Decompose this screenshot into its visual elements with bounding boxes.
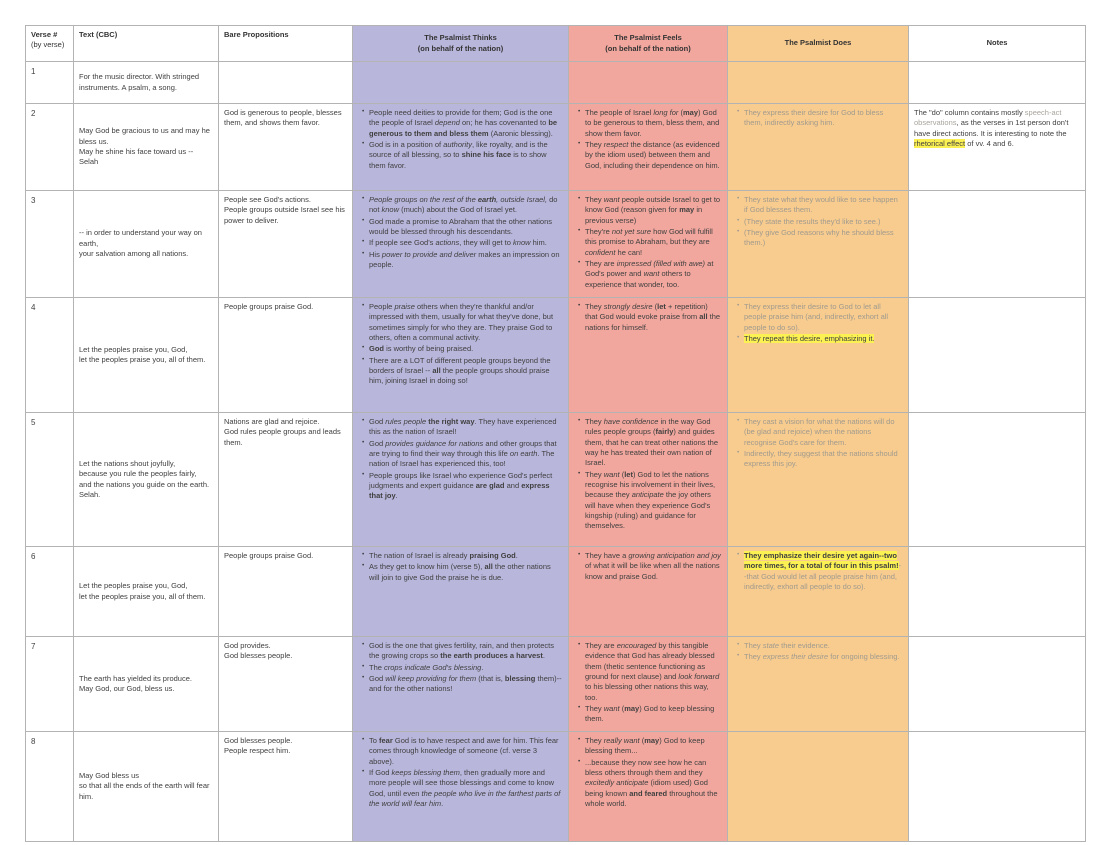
cell-notes-v7[interactable]	[909, 637, 1086, 732]
cell-verse-v4[interactable]: 4	[26, 298, 74, 413]
cell-text: May God bless us so that all the ends of the earth will fear him.	[79, 770, 210, 801]
bullet-list	[358, 195, 563, 270]
cell-text: May God be gracious to us and may he bless us. May he shine his face toward us -- Selah	[79, 126, 210, 167]
bullet-item: • They express their desire for God to bless them, indirectly asking him.	[744, 108, 903, 129]
cell-thinks-v4[interactable]	[353, 298, 569, 413]
bullet-item: • They want (let) God to let the nations recognise his involvement in their lives, because they anticipate the joy others will have when they experience God's kingship (ruling) and guidance for themselves.	[585, 470, 722, 532]
header-label: Text (CBC)	[79, 30, 118, 39]
col-header-verse[interactable]	[26, 26, 74, 62]
cell-text: The "do" column contains mostly speech-act observations, as the verses in 1st person don't have direct actions. It is interesting to note the rhetorical effect of vv. 4 and 6.	[914, 108, 1069, 149]
bullet-item: • God is the one that gives fertility, rain, and then protects the growing crops so the earth produces a harvest.	[369, 641, 563, 662]
cell-text-v3[interactable]	[74, 191, 219, 298]
cell-notes-v8[interactable]	[909, 732, 1086, 842]
cell-verse-v7[interactable]: 7	[26, 637, 74, 732]
cell-does-v6[interactable]	[728, 547, 909, 637]
bullet-list	[358, 302, 563, 387]
cell-does-v4[interactable]	[728, 298, 909, 413]
cell-text: Let the peoples praise you, God, let the peoples praise you, all of them.	[79, 344, 206, 364]
header-label: Notes	[986, 38, 1008, 48]
bullet-list	[574, 417, 722, 532]
psalm-analysis-table	[25, 25, 1086, 842]
bullet-list	[358, 417, 563, 502]
col-header-feels[interactable]	[569, 26, 728, 62]
cell-does-v5[interactable]	[728, 413, 909, 547]
cell-does-v1[interactable]	[728, 62, 909, 104]
cell-text: People groups praise God.	[224, 302, 314, 311]
header-label: Bare Propositions	[224, 30, 289, 39]
cell-verse-v2[interactable]: 2	[26, 104, 74, 191]
cell-notes-v4[interactable]	[909, 298, 1086, 413]
bullet-list	[574, 108, 722, 171]
cell-text: People see God's actions. People groups outside Israel see his power to deliver.	[224, 195, 345, 225]
bullet-item: • They really want (may) God to keep blessing them...	[585, 736, 722, 757]
cell-text-v1[interactable]	[74, 62, 219, 104]
bullet-item: • They are encouraged by this tangible evidence that God has already blessed them (thetic sentence functioning as ground for next clause) and look forward to his blessing other nations this way, too.	[585, 641, 722, 703]
bullet-list	[733, 641, 903, 663]
bullet-item: • They're not yet sure how God will fulfill this promise to Abraham, but they are confident he can!	[585, 227, 722, 258]
bullet-list	[733, 195, 903, 249]
cell-does-v3[interactable]	[728, 191, 909, 298]
cell-feels-v1[interactable]	[569, 62, 728, 104]
cell-notes-v5[interactable]	[909, 413, 1086, 547]
bullet-item: • People need deities to provide for them; God is the one the people of Israel depend on; he has covenanted to be generous to them and bless them (Aaronic blessing).	[369, 108, 563, 139]
cell-notes-v1[interactable]	[909, 62, 1086, 104]
cell-feels-v7[interactable]	[569, 637, 728, 732]
bullet-item: • As they get to know him (verse 5), all the other nations will join to give God the praise he is due.	[369, 562, 563, 583]
bullet-item: • The nation of Israel is already praising God.	[369, 551, 563, 561]
cell-text: Let the nations shout joyfully, because you rule the peoples fairly, and the nations you guide on the earth. Selah.	[79, 458, 210, 499]
header-sublabel: (by verse)	[31, 40, 65, 50]
cell-text-v4[interactable]	[74, 298, 219, 413]
cell-text: The earth has yielded its produce. May God, our God, bless us.	[79, 673, 192, 693]
col-header-props[interactable]	[219, 26, 353, 62]
cell-feels-v8[interactable]	[569, 732, 728, 842]
bullet-item: • They state their evidence.	[744, 641, 903, 651]
header-label: The Psalmist Thinks	[424, 33, 497, 43]
table-body	[26, 62, 1086, 842]
cell-thinks-v8[interactable]	[353, 732, 569, 842]
header-sublabel: (on behalf of the nation)	[417, 43, 504, 53]
col-header-text[interactable]	[74, 26, 219, 62]
bullet-list	[733, 417, 903, 470]
cell-does-v7[interactable]	[728, 637, 909, 732]
cell-text-v7[interactable]	[74, 637, 219, 732]
cell-props-v5[interactable]	[219, 413, 353, 547]
table-row-verse-7	[26, 637, 1086, 732]
bullet-item: • God is in a position of authority, like royalty, and is the source of all blessing, so to shine his face is to show them favor.	[369, 140, 563, 171]
col-header-notes[interactable]	[909, 26, 1086, 62]
cell-notes-v3[interactable]	[909, 191, 1086, 298]
table-row-verse-8	[26, 732, 1086, 842]
header-label: The Psalmist Feels	[614, 33, 682, 43]
table-header	[26, 26, 1086, 62]
header-label: Verse #	[31, 30, 58, 39]
bullet-item: • (They state the results they'd like to see.)	[744, 217, 903, 227]
bullet-item: • They cast a vision for what the nations will do (be glad and rejoice) when the nations recognise God's care for them.	[744, 417, 903, 448]
bullet-item: • They want people outside Israel to get to know God (reason given for may in previous verse)	[585, 195, 722, 226]
bullet-list	[733, 551, 903, 592]
bullet-item: • They respect the distance (as evidenced by the idiom used) between them and God, including their dependence on him.	[585, 140, 722, 171]
cell-text: For the music director. With stringed instruments. A psalm, a song.	[79, 72, 200, 92]
bullet-item: • People groups on the rest of the earth, outside Israel, do not know (much) about the God of Israel yet.	[369, 195, 563, 216]
table-row-verse-5	[26, 413, 1086, 547]
cell-feels-v4[interactable]	[569, 298, 728, 413]
bullet-item: • The crops indicate God's blessing.	[369, 663, 563, 673]
table-row-verse-6	[26, 547, 1086, 637]
bullet-item: • To fear God is to have respect and awe for him. This fear comes through knowledge of someone (cf. verse 3 above).	[369, 736, 563, 767]
bullet-list	[574, 551, 722, 582]
bullet-item: • ...because they now see how he can bless others through them and they excitedly anticipate (idiom used) God being known and feared throughout the whole world.	[585, 758, 722, 810]
bullet-list	[358, 551, 563, 583]
bullet-item: • They express their desire to God to let all people praise him (and, indirectly, exhort all people to do so).	[744, 302, 903, 333]
bullet-list	[574, 302, 722, 333]
cell-text: -- in order to understand your way on earth, your salvation among all nations.	[79, 228, 202, 259]
cell-thinks-v3[interactable]	[353, 191, 569, 298]
cell-props-v3[interactable]	[219, 191, 353, 298]
bullet-list	[358, 641, 563, 695]
bullet-list	[733, 302, 903, 344]
bullet-list	[733, 108, 903, 129]
bullet-list	[358, 736, 563, 809]
cell-text-v5[interactable]	[74, 413, 219, 547]
header-row	[26, 26, 1086, 62]
cell-thinks-v2[interactable]	[353, 104, 569, 191]
bullet-item: • They strongly desire (let + repetition) that God would evoke praise from all the nations for himself.	[585, 302, 722, 333]
table-row-verse-2	[26, 104, 1086, 191]
cell-thinks-v7[interactable]	[353, 637, 569, 732]
cell-text: People groups praise God.	[224, 551, 314, 560]
cell-props-v6[interactable]	[219, 547, 353, 637]
bullet-item: • If people see God's actions, they will get to know him.	[369, 238, 563, 248]
col-header-does[interactable]	[728, 26, 909, 62]
cell-text: God provides. God blesses people.	[224, 641, 293, 661]
cell-thinks-v1[interactable]	[353, 62, 569, 104]
cell-feels-v5[interactable]	[569, 413, 728, 547]
cell-thinks-v5[interactable]	[353, 413, 569, 547]
bullet-item: • They are impressed (filled with awe) at God's power and want others to experience that wonder, too.	[585, 259, 722, 290]
bullet-item: • There are a LOT of different people groups beyond the borders of Israel -- all the people groups should praise him, joining Israel in doing so!	[369, 356, 563, 387]
cell-verse-v3[interactable]: 3	[26, 191, 74, 298]
bullet-item: • If God keeps blessing them, then gradually more and more people will see those blessings and come to know God, until even the people who live in the farthest parts of the world will fear him.	[369, 768, 563, 809]
bullet-item: • God is worthy of being praised.	[369, 344, 563, 354]
bullet-list	[574, 195, 722, 290]
cell-verse-v1[interactable]: 1	[26, 62, 74, 104]
bullet-item: • People praise others when they're thankful and/or impressed with them, usually for what they've done, but sometimes simply for who they are. They praise God to others, often a communal activity.	[369, 302, 563, 343]
bullet-list	[574, 736, 722, 809]
bullet-item: • Indirectly, they suggest that the nations should express this joy.	[744, 449, 903, 470]
cell-props-v2[interactable]	[219, 104, 353, 191]
cell-notes-v2[interactable]	[909, 104, 1086, 191]
header-sublabel: (on behalf of the nation)	[605, 43, 691, 53]
bullet-item: • God made a promise to Abraham that the other nations would be blessed through his descendants.	[369, 217, 563, 238]
bullet-item: • They have a growing anticipation and joy of what it will be like when all the nations know and praise God.	[585, 551, 722, 582]
cell-text-v6[interactable]	[74, 547, 219, 637]
cell-props-v4[interactable]	[219, 298, 353, 413]
cell-text: Let the peoples praise you, God, let the peoples praise you, all of them.	[79, 581, 206, 601]
cell-feels-v3[interactable]	[569, 191, 728, 298]
bullet-item: • God will keep providing for them (that is, blessing them)--and for the other nations!	[369, 674, 563, 695]
cell-text: God blesses people. People respect him.	[224, 736, 293, 756]
bullet-item: • They emphasize their desire yet again--two more times, for a total of four in this psalm!--that God would let all people praise him (and, indirectly, exhort all people to do so).	[744, 551, 903, 592]
cell-thinks-v6[interactable]	[353, 547, 569, 637]
bullet-item: • They repeat this desire, emphasizing it.	[744, 334, 903, 344]
bullet-item: • God rules people the right way. They have experienced this as the nation of Israel!	[369, 417, 563, 438]
cell-does-v8[interactable]	[728, 732, 909, 842]
bullet-item: • (They give God reasons why he should bless them.)	[744, 228, 903, 249]
cell-props-v7[interactable]	[219, 637, 353, 732]
cell-verse-v6[interactable]: 6	[26, 547, 74, 637]
cell-text-v2[interactable]	[74, 104, 219, 191]
table-row-verse-3	[26, 191, 1086, 298]
cell-text: Nations are glad and rejoice. God rules people groups and leads them.	[224, 417, 341, 447]
header-label: The Psalmist Does	[784, 38, 852, 48]
cell-notes-v6[interactable]	[909, 547, 1086, 637]
bullet-item: • They express their desire for ongoing blessing.	[744, 652, 903, 662]
bullet-item: • The people of Israel long for (may) God to be generous to them, bless them, and show them favor.	[585, 108, 722, 139]
cell-props-v8[interactable]	[219, 732, 353, 842]
cell-feels-v6[interactable]	[569, 547, 728, 637]
col-header-thinks[interactable]	[353, 26, 569, 62]
cell-text-v8[interactable]	[74, 732, 219, 842]
cell-text: God is generous to people, blesses them, and shows them favor.	[224, 108, 342, 128]
table-row-verse-4	[26, 298, 1086, 413]
bullet-item: • People groups like Israel who experience God's perfect judgments and expert guidance are glad and express that joy.	[369, 471, 563, 502]
bullet-item: • His power to provide and deliver makes an impression on people.	[369, 250, 563, 271]
bullet-item: • They state what they would like to see happen if God blesses them.	[744, 195, 903, 216]
cell-verse-v5[interactable]: 5	[26, 413, 74, 547]
cell-feels-v2[interactable]	[569, 104, 728, 191]
bullet-item: • They have confidence in the way God rules people groups (fairly) and guides them, that he can treat other nations the way he has treated their own nation of Israel.	[585, 417, 722, 469]
cell-verse-v8[interactable]: 8	[26, 732, 74, 842]
bullet-item: • They want (may) God to keep blessing them.	[585, 704, 722, 725]
bullet-item: • God provides guidance for nations and other groups that are trying to find their way through this life on earth. The nation of Israel has experienced this, too!	[369, 439, 563, 470]
cell-does-v2[interactable]	[728, 104, 909, 191]
bullet-list	[358, 108, 563, 171]
table-row-verse-1	[26, 62, 1086, 104]
cell-props-v1[interactable]	[219, 62, 353, 104]
document-page	[25, 25, 1086, 842]
bullet-list	[574, 641, 722, 725]
